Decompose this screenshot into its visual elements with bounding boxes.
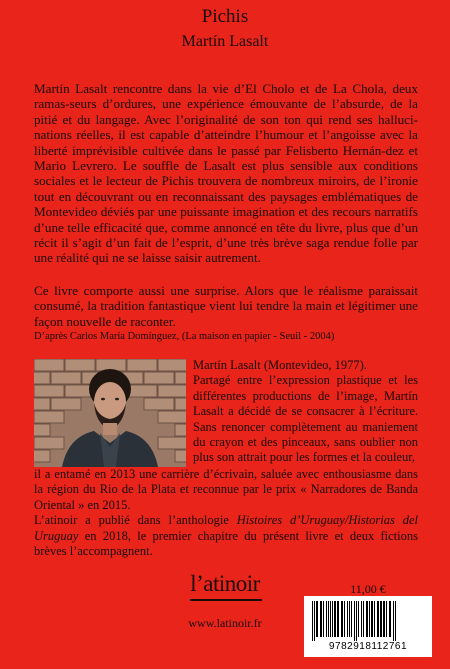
publisher-website: www.latinoir.fr	[188, 616, 262, 630]
book-title: Pichis	[201, 6, 249, 27]
author-photo	[34, 359, 186, 467]
author-photo-illustration	[34, 359, 186, 467]
author-bio-birth: Martín Lasalt (Montevideo, 1977).	[193, 358, 367, 372]
isbn-barcode	[304, 596, 432, 657]
anthology-text-start: L’atinoir a publié dans l’anthologie	[34, 513, 237, 528]
blurb-credit: D’après Carlos María Domínguez, (La maison en papier - Seuil - 2004)	[34, 331, 335, 342]
author-bio-anthology	[34, 513, 418, 559]
barcode-bars	[310, 601, 426, 641]
anthology-text-end: en 2018, le premier chapitre du présent livre et deux fictions brèves l’accompagnent.	[34, 528, 418, 559]
publisher-logo: l’atinoir	[190, 571, 260, 596]
anthology-title: Histoires d’Uruguay/Historias del Uruguay	[34, 513, 419, 543]
blurb-paragraph-2: Ce livre comporte aussi une surprise. Alors que le réalisme paraissait consumé, la tradition fantastique vient lui tendre la main et légitimer une façon nouvelle de raconter.	[34, 283, 418, 329]
author-bio-intro	[193, 358, 418, 466]
author-bio-award: il a entamé en 2013 une carrière d’écrivain, saluée avec enthousiasme dans la région du Rio de la Plata et reconnue par le prix « Narradores de Banda Oriental » en 2015.	[34, 467, 418, 512]
book-author: Martín Lasalt	[181, 33, 269, 50]
price-label: 11,00 €	[350, 582, 386, 596]
author-bio-continued	[34, 467, 418, 559]
author-bio-career: Partagé entre l’expression plastique et les différentes productions de l’image, Martín Lasalt a décidé de se consacrer à l’écriture. Sans renoncer complètement au maniement du crayon et des pinceaux, sans oublier non plus son attrait pour les formes et la couleur,	[193, 373, 418, 465]
blurb-paragraph-1: Martín Lasalt rencontre dans la vie d’El Cholo et de La Chola, deux ramas-seurs d’ordures, une expérience émouvante de l’absurde, de la pitié et du langage. Avec l’originalité de son ton qui rend ses halluci-nations réelles, il est capable d’atteindre l’humour et l’angoisse avec la liberté imprévisible cultivée dans le passé par Felisberto Hernán-dez et Mario Levrero. Le souffle de Lasalt est plus sensible aux conditions sociales et le lecteur de Pichis trouvera de nombreux miroirs, de l’ironie tout en découvrant ou en reconnaissant des paysages emblématiques de Montevideo déviés par une puissante imagination et des recours narratifs d’une telle efficacité que, comme annoncé en tête du livre, plus que d’un récit il s’agit d’un fait de l’esprit, d’une très brève saga rendue folle par une réalité qui ne se laisse saisir autrement.	[34, 81, 418, 266]
isbn-number: 9782918112761	[328, 641, 408, 652]
publisher-logo-underline	[190, 599, 262, 601]
